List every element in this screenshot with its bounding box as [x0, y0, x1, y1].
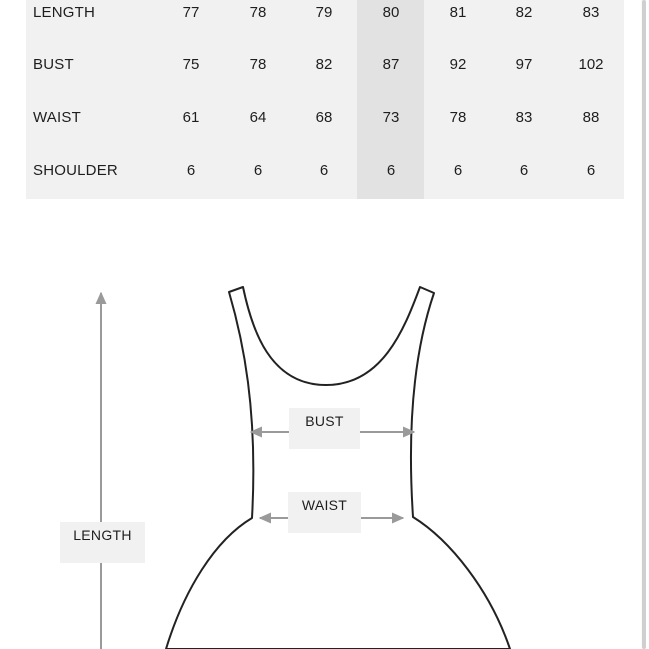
table-cell: 75 [182, 56, 200, 73]
table-cell: 61 [182, 109, 200, 126]
table-cell: 80 [382, 4, 400, 21]
table-cell: 87 [382, 56, 400, 73]
dress-outline [166, 287, 510, 649]
table-cell: 73 [382, 109, 400, 126]
table-cell: 79 [315, 4, 333, 21]
table-cell: 83 [582, 4, 600, 21]
table-cell: 64 [249, 109, 267, 126]
table-cell: 6 [253, 162, 263, 179]
scrollbar-thumb[interactable] [642, 0, 646, 649]
table-cell: 92 [449, 56, 467, 73]
bust-label-box [289, 408, 360, 449]
table-cell: 6 [386, 162, 396, 179]
table-cell: 6 [586, 162, 596, 179]
row-label: BUST [33, 56, 74, 73]
row-label: LENGTH [33, 4, 96, 21]
row-label: SHOULDER [33, 162, 118, 179]
table-cell: 77 [182, 4, 200, 21]
table-cell: 78 [249, 56, 267, 73]
table-cell: 82 [515, 4, 533, 21]
waist-label-box [288, 492, 361, 533]
length-label: LENGTH [73, 527, 132, 543]
table-cell: 88 [582, 109, 600, 126]
table-cell: 102 [578, 56, 604, 73]
row-label: WAIST [33, 109, 81, 126]
table-cell: 81 [449, 4, 467, 21]
table-cell: 6 [453, 162, 463, 179]
table-cell: 6 [519, 162, 529, 179]
table-cell: 82 [315, 56, 333, 73]
table-cell: 68 [315, 109, 333, 126]
table-cell: 97 [515, 56, 533, 73]
length-label-box [60, 522, 145, 563]
bust-label: BUST [305, 413, 344, 429]
table-cell: 6 [319, 162, 329, 179]
table-cell: 83 [515, 109, 533, 126]
waist-label: WAIST [301, 497, 348, 513]
table-cell: 78 [249, 4, 267, 21]
table-cell: 6 [186, 162, 196, 179]
table-cell: 78 [449, 109, 467, 126]
